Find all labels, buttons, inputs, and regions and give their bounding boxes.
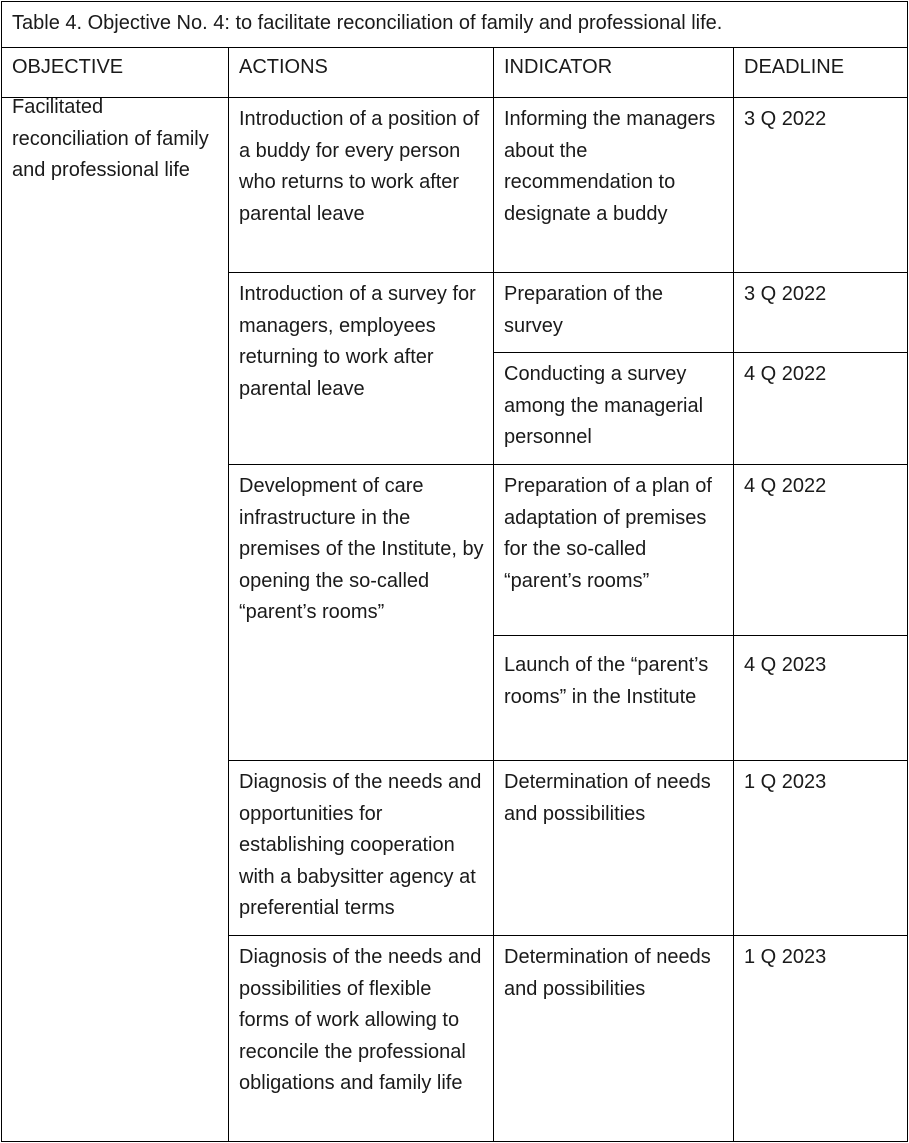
objective-table (1, 1, 908, 1142)
deadline-cell: 1 Q 2023 (734, 936, 908, 1142)
indicator-cell: Informing the managers about the recommendation to designate a buddy (494, 98, 734, 273)
action-cell: Introduction of a survey for managers, employees returning to work after parental leave (229, 273, 494, 465)
indicator-cell: Determination of needs and possibilities (494, 936, 734, 1142)
indicator-cell: Preparation of a plan of adaptation of premises for the so-called “parent’s rooms” (494, 465, 734, 636)
objective-text: Facilitated reconciliation of family and professional life (12, 96, 209, 181)
document-page (1, 1, 907, 1141)
action-cell: Development of care infrastructure in the premises of the Institute, by opening the so-called “parent’s rooms” (229, 465, 494, 761)
indicator-cell: Preparation of the survey (494, 273, 734, 353)
header-row (2, 48, 908, 98)
table-caption: Table 4. Objective No. 4: to facilitate reconciliation of family and professional life. (2, 2, 908, 48)
header-deadline: DEADLINE (734, 48, 908, 98)
deadline-cell: 3 Q 2022 (734, 273, 908, 353)
indicator-cell: Launch of the “parent’s rooms” in the Institute (494, 636, 734, 761)
deadline-cell: 1 Q 2023 (734, 761, 908, 936)
action-cell: Introduction of a position of a buddy for every person who returns to work after parental leave (229, 98, 494, 273)
indicator-cell: Conducting a survey among the managerial personnel (494, 353, 734, 465)
deadline-cell: 4 Q 2022 (734, 353, 908, 465)
objective-cell (2, 98, 229, 1142)
header-objective: OBJECTIVE (2, 48, 229, 98)
deadline-cell: 3 Q 2022 (734, 98, 908, 273)
indicator-cell: Determination of needs and possibilities (494, 761, 734, 936)
action-cell: Diagnosis of the needs and opportunities for establishing cooperation with a babysitter agency at preferential terms (229, 761, 494, 936)
header-indicator: INDICATOR (494, 48, 734, 98)
deadline-cell: 4 Q 2022 (734, 465, 908, 636)
deadline-cell: 4 Q 2023 (734, 636, 908, 761)
table-row (2, 98, 908, 273)
caption-row (2, 2, 908, 48)
header-actions: ACTIONS (229, 48, 494, 98)
action-cell: Diagnosis of the needs and possibilities of flexible forms of work allowing to reconcile the professional obligations and family life (229, 936, 494, 1142)
